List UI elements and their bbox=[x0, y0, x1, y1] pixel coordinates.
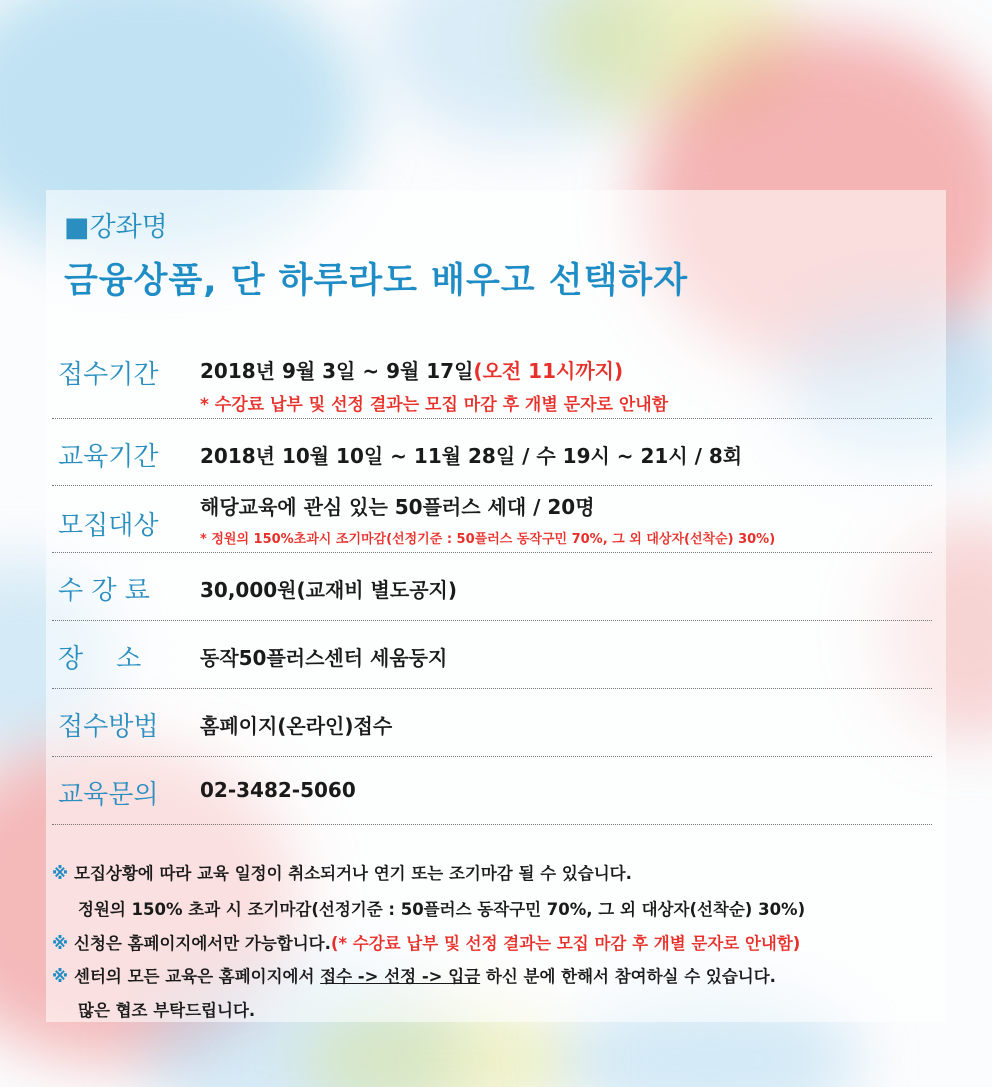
row-value: 30,000원(교재비 별도공지) bbox=[200, 578, 457, 602]
row-label: 교육기간 bbox=[58, 442, 159, 472]
row-tuition bbox=[52, 552, 932, 621]
notice-text: 신청은 홈페이지에서만 가능합니다. bbox=[74, 934, 331, 953]
reference-mark-icon: ※ bbox=[52, 967, 69, 986]
course-heading: ■강좌명 bbox=[64, 212, 168, 243]
row-value: 2018년 10월 10일 ~ 11월 28일 / 수 19시 ~ 21시 / 8회 bbox=[200, 444, 743, 468]
row-value: 홈페이지(온라인)접수 bbox=[200, 714, 393, 738]
row-label: 교육문의 bbox=[58, 780, 159, 810]
row-label: 접수기간 bbox=[58, 360, 159, 390]
row-value-text: 2018년 9월 3일 ~ 9월 17일 bbox=[200, 359, 474, 383]
row-recruitment-target bbox=[52, 485, 932, 553]
row-application-method bbox=[52, 688, 932, 757]
row-note: * 정원의 150%초과시 조기마감(선정기준 : 50플러스 동작구민 70%, 그 외 대상자(선착순) 30%) bbox=[200, 532, 776, 547]
row-education-period bbox=[52, 418, 932, 486]
notice-line: 정원의 150% 초과 시 조기마감(선정기준 : 50플러스 동작구민 70%, 그 외 대상자(선착순) 30%) bbox=[78, 900, 806, 919]
row-label: 접수방법 bbox=[58, 712, 159, 742]
notice-text: 센터의 모든 교육은 홈페이지에서 bbox=[74, 967, 321, 986]
row-label: 수 강 료 bbox=[58, 576, 150, 606]
row-inquiry bbox=[52, 756, 932, 825]
course-title: 금융상품, 단 하루라도 배우고 선택하자 bbox=[64, 261, 688, 301]
notice-line: 많은 협조 부탁드립니다. bbox=[78, 1001, 256, 1020]
row-location bbox=[52, 620, 932, 689]
notice-text: 모집상황에 따라 교육 일정이 취소되거나 연기 또는 조기마감 될 수 있습니다. bbox=[74, 864, 632, 883]
notice-text: 하신 분에 한해서 참여하실 수 있습니다. bbox=[480, 967, 776, 986]
row-value: 02-3482-5060 bbox=[200, 778, 356, 802]
notice-text-underlined: 접수 -> 선정 -> 입금 bbox=[320, 967, 481, 986]
notice-line bbox=[52, 860, 632, 884]
row-value-red: (오전 11시까지) bbox=[473, 359, 624, 383]
row-value: 동작50플러스센터 세움둥지 bbox=[200, 646, 448, 670]
row-application-period bbox=[52, 340, 932, 419]
reference-mark-icon: ※ bbox=[52, 934, 69, 953]
row-value bbox=[200, 355, 623, 384]
notice-text-red: (* 수강료 납부 및 선정 결과는 모집 마감 후 개별 문자로 안내함) bbox=[330, 934, 801, 953]
row-value: 해당교육에 관심 있는 50플러스 세대 / 20명 bbox=[200, 495, 595, 519]
notice-line bbox=[52, 963, 776, 987]
row-note: * 수강료 납부 및 선정 결과는 모집 마감 후 개별 문자로 안내함 bbox=[200, 395, 669, 415]
row-label: 장 소 bbox=[58, 644, 142, 674]
row-label: 모집대상 bbox=[58, 511, 159, 541]
notice-line bbox=[52, 930, 800, 954]
reference-mark-icon: ※ bbox=[52, 864, 69, 883]
